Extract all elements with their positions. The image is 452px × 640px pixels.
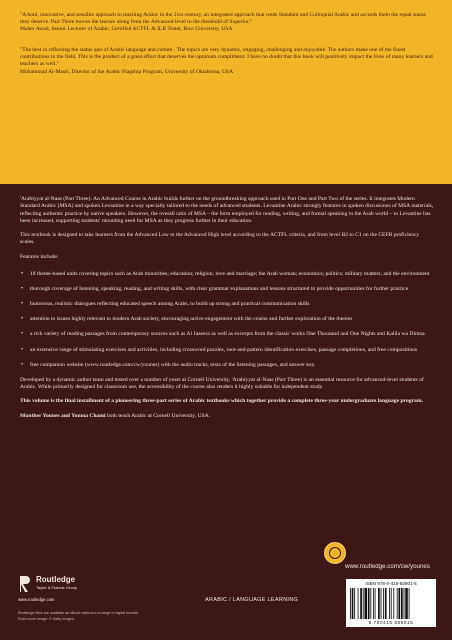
barcode-bar xyxy=(373,588,374,619)
barcode-bar xyxy=(389,588,390,619)
publisher-url[interactable]: www.routledge.com xyxy=(18,597,55,602)
feature-item: • a rich variety of reading passages from contemporary sources such as Al Jazeera as well as excerpts from the classic works One Thousand and One Nights and Kalila wa Dimna xyxy=(20,331,434,338)
barcode-bar xyxy=(378,588,380,619)
feature-item: • attention to issues highly relevant to modern Arab society, encouraging active engagement with the course and further exploration of the themes xyxy=(20,316,434,323)
barcode-bar xyxy=(364,588,367,619)
barcode-bar xyxy=(383,588,384,619)
endorsement-author: Mohammad Al-Masri, Director of the Arabic Flagship Program, University of Oklahoma, USA xyxy=(20,68,234,75)
barcode-bar xyxy=(381,588,382,619)
feature-item: • an extensive range of stimulating exercises and activities, including crossword puzzles, root-and-pattern identification exercises, passage completions, and free compositions xyxy=(20,347,434,354)
fineprint xyxy=(18,610,138,622)
barcode-bar xyxy=(393,588,394,619)
level-paragraph: This textbook is designed to take learners from the Advanced Low to the Advanced High level according to the ACTFL criteria, and from level B2 to C1 on the CEFR proficiency scales. xyxy=(20,232,420,246)
barcode-bar xyxy=(350,588,351,619)
features-list xyxy=(20,271,434,369)
endorsement-1 xyxy=(20,12,434,33)
companion-website-url[interactable]: www.routledge.com/cw/younes xyxy=(345,563,430,570)
ebook-note: Routledge titles are available as eBook editions in a range of digital formats xyxy=(18,611,138,615)
barcode-digits: 9 780415 509015 xyxy=(368,620,414,625)
subject-category: ARABIC / LANGUAGE LEARNING xyxy=(205,597,299,603)
barcode-bar xyxy=(391,588,392,619)
barcode-bar xyxy=(385,588,387,619)
developed-paragraph: Developed by a dynamic author team and tested over a number of years at Cornell University, 'Arabiyyat al-Naas (Part Three) is an essential resource for advanced-level students of Arabic. While primarily designed for classroom use, the accessibility of the course also renders it highly suitable for independent study. xyxy=(20,376,424,391)
author-names: Munther Younes and Yomna Chami xyxy=(20,412,106,419)
barcode-bar xyxy=(370,588,371,619)
features-title: Features include: xyxy=(20,253,59,260)
barcode-bar xyxy=(368,588,370,619)
barcode-bar xyxy=(397,588,398,619)
barcode-bar xyxy=(401,588,403,619)
endorsement-author: Maher Awad, Senior Lecturer of Arabic, Certified ACTFL & ILR Tester, Rice University, USA xyxy=(20,26,233,33)
barcode-bar xyxy=(375,588,376,619)
series-paragraph: This volume is the final installment of a pioneering three-part series of Arabic textbooks which together provide a complete three-year undergraduate language program. xyxy=(20,398,423,405)
endorsement-quote: "The best in reflecting the status quo of Arabic language and culture . The topics are very dynamic, engaging, challenging and enjoyable. The authors make one of the finest contributions to the field. This is the product of a great effort that deserves the optimum compliment. I have no doubt that this book will positively impact the lives of many learners and teachers as well." xyxy=(20,47,433,68)
routledge-logo-icon xyxy=(18,574,32,594)
barcode-bar xyxy=(409,588,410,619)
barcode-bar xyxy=(354,588,355,619)
endorsement-2 xyxy=(20,47,434,75)
barcode-bar xyxy=(352,588,354,619)
feature-item: • humorous, realistic dialogues reflecting educated speech among Arabs, to build up strong and practical communication skills xyxy=(20,301,434,308)
authors-affiliation: both teach Arabic at Cornell University, USA. xyxy=(105,412,211,419)
blurb xyxy=(20,196,434,420)
barcode-bar xyxy=(404,588,405,619)
barcode-bar xyxy=(360,588,362,619)
intro-paragraph: 'Arabiyyat al-Naas (Part Three): An Advanced Course in Arabic builds further on the groundbreaking approach used in Part One and Part Two of the series. It integrates Modern Standard Arabic (MSA) and spoken Levantine in a way specially tailored to the needs of advanced students. Levantine Arabic strongly features in spoken discussions of MSA materials, reflecting authentic practice by native speakers. However, the overall ratio of MSA – the form employed for reading, writing, and formal speaking in the Arab world – to Levantine has been increased, supporting students' mounting need for MSA as they progress further in their education. xyxy=(20,196,434,224)
publisher-logo xyxy=(18,574,108,604)
publisher-group: Taylor & Francis Group xyxy=(36,585,77,590)
barcode-icon xyxy=(346,579,436,627)
publisher-name: Routledge xyxy=(36,575,76,584)
endorsement-band xyxy=(0,0,452,184)
barcode-bar xyxy=(358,588,359,619)
barcode-bars xyxy=(350,588,432,619)
companion-website-badge-icon xyxy=(324,542,346,564)
feature-item: • thorough coverage of listening, speaking, reading, and writing skills, with clear grammar explanations and lessons structured to provide opportunities for further practice xyxy=(20,286,434,293)
authors-line xyxy=(20,413,434,420)
isbn-number: ISBN 978-0-415-50901-5 xyxy=(365,581,417,586)
barcode-bar xyxy=(398,588,400,619)
feature-item: • free companion website (www.routledge.com/cw/younes) with the audio tracks, texts of the listening passages, and answer key. xyxy=(20,362,434,369)
feature-item: • 18 theme-based units covering topics such as Arab minorities; education; religion; love and marriage; the Arab woman; economics; politics; military matters; and the environment xyxy=(20,271,434,278)
barcode-bar xyxy=(363,588,364,619)
cover-footer xyxy=(0,560,452,640)
endorsement-quote: "A bold, innovative, and sensible approach to teaching Arabic in the 21st century, an integrated approach that weds Standard and Colloquial Arabic and accords them the equal status they deserve. Part Three moves the learner along from the Advanced level to the threshold of Superior." xyxy=(20,12,426,26)
image-credit: Front cover image: © Getty Images xyxy=(18,617,74,621)
badge-ring xyxy=(329,547,341,559)
barcode-bar xyxy=(405,588,408,619)
